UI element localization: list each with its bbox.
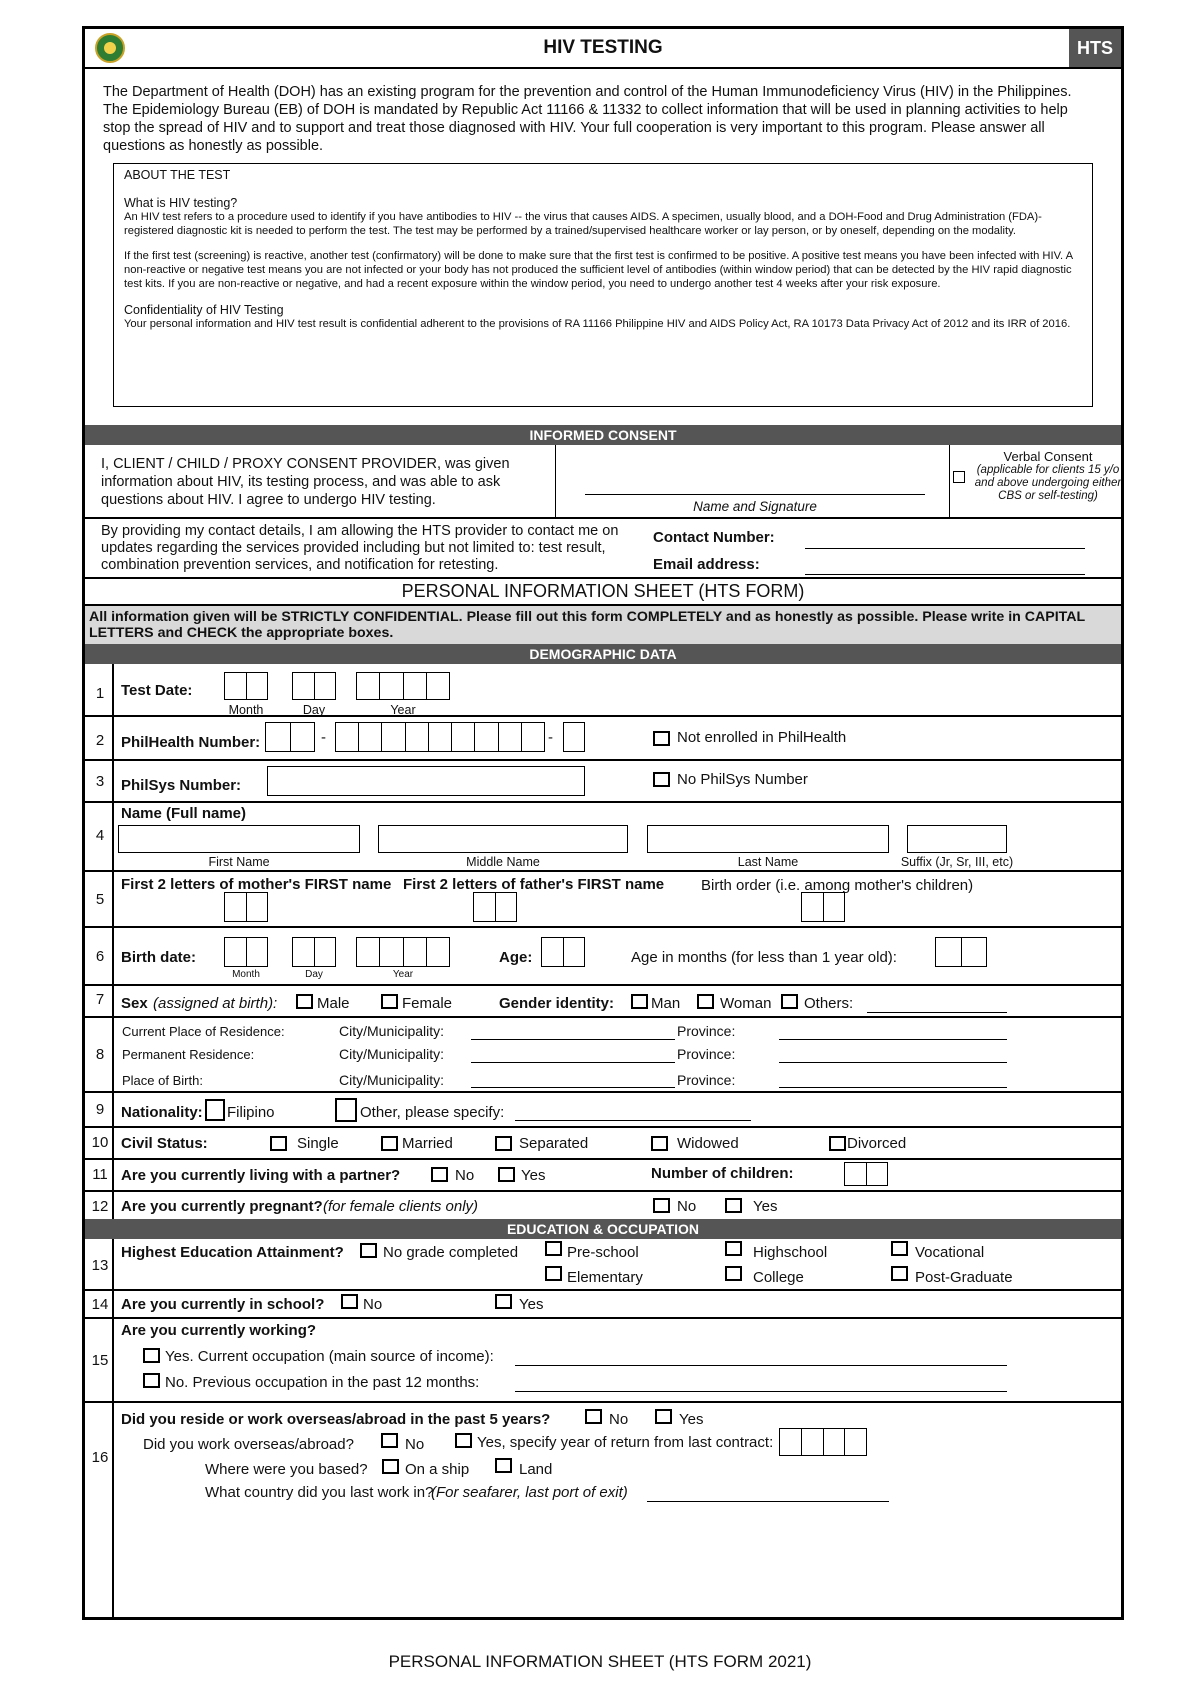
elementary-label: Elementary — [567, 1269, 643, 1286]
intro-text: The Department of Health (DOH) has an existing program for the prevention and control of the Human Immunodeficiency Virus (HIV) in the Philippines. The Epidemiology Bureau (EB) of DOH is mandated by Republic Act 11166 & 11332 to collect information that will be used in planning activities to help stop the spread of HIV and to support and treat those diagnosed with HIV. Your full cooperation is very important to this program. Please answer all questions as honestly as possible. — [103, 84, 1072, 154]
full-name-label: Name (Full name) — [121, 805, 247, 822]
about-q3: Confidentiality of HIV Testing — [124, 303, 284, 317]
birth-province-field[interactable] — [779, 1087, 1007, 1088]
college-label: College — [753, 1269, 804, 1286]
partner-no-checkbox[interactable] — [431, 1167, 448, 1182]
instructions: All information given will be STRICTLY CONFIDENTIAL. Please fill out this form COMPLETELY and as honestly as possible. Please write in CAPITAL LETTERS and CHECK the appropriate boxes. — [85, 606, 1121, 644]
hts-form — [82, 26, 1124, 1620]
filipino-checkbox[interactable] — [205, 1099, 225, 1121]
about-p2: If the first test (screening) is reactive, another test (confirmatory) will be done to make sure that the first test is confirmed to be positive. A positive test means you have been infected with HIV. A non-reactive or negative test means you are not infected or your body has not produced the sufficient level of antibodies (within window period) that can be detected by the HIV rapid diagnostic test kits. If you are non-reactive or negative, and had a recent exposure within the window period, you need to undergo another test 4 weeks after your risk exposure. — [124, 250, 1073, 290]
consent-bar: INFORMED CONSENT — [85, 425, 1121, 445]
about-heading: ABOUT THE TEST — [124, 168, 231, 182]
page-footer: PERSONAL INFORMATION SHEET (HTS FORM 2021) — [388, 1652, 812, 1671]
last-name-field[interactable] — [647, 825, 889, 853]
man-checkbox[interactable] — [631, 994, 648, 1009]
dash: - — [548, 729, 553, 746]
row-number: 12 — [91, 1198, 109, 1215]
overseas-yes-label: Yes — [679, 1411, 704, 1428]
province-label: Province: — [677, 1072, 736, 1088]
post-graduate-checkbox[interactable] — [891, 1266, 908, 1281]
work-yes-checkbox[interactable] — [455, 1433, 472, 1448]
other-nationality-field[interactable] — [515, 1120, 751, 1121]
place-of-birth-label: Place of Birth: — [122, 1073, 203, 1088]
row-number: 1 — [95, 685, 105, 702]
year-caption: Year — [392, 969, 414, 980]
sex-label: Sex — [121, 995, 148, 1012]
province-label: Province: — [677, 1046, 736, 1062]
test-date-label: Test Date: — [121, 682, 193, 699]
month-caption: Month — [232, 969, 260, 980]
pregnant-yes-checkbox[interactable] — [725, 1198, 742, 1213]
last-name-caption: Last Name — [737, 855, 799, 869]
birth-city-field[interactable] — [471, 1087, 675, 1088]
overseas-no-label: No — [609, 1411, 629, 1428]
father-initials-label: First 2 letters of father's FIRST name — [403, 876, 665, 893]
in-school-label: Are you currently in school? — [121, 1296, 325, 1313]
about-p3: Your personal information and HIV test result is confidential adherent to the provisions of RA 11166 Philippine HIV and AIDS Policy Act, RA 10173 Data Privacy Act of 2012 and its IRR of 2016. — [124, 318, 1071, 330]
elementary-checkbox[interactable] — [545, 1266, 562, 1281]
mother-initials-boxes[interactable] — [224, 892, 268, 922]
day-caption: Day — [305, 969, 323, 980]
row-number: 2 — [95, 732, 105, 749]
year-caption: Year — [390, 703, 416, 717]
sheet-title: PERSONAL INFORMATION SHEET (HTS FORM) — [401, 581, 805, 601]
age-months-label: Age in months (for less than 1 year old): — [631, 949, 897, 966]
woman-checkbox[interactable] — [697, 994, 714, 1009]
first-name-field[interactable] — [118, 825, 360, 853]
others-checkbox[interactable] — [781, 994, 798, 1009]
no-philsys-label: No PhilSys Number — [677, 771, 808, 788]
row-number: 4 — [95, 827, 105, 844]
male-checkbox[interactable] — [296, 994, 313, 1009]
test-date-day-boxes[interactable] — [292, 672, 336, 700]
contact-number-field[interactable] — [805, 548, 1085, 549]
current-city-field[interactable] — [471, 1039, 675, 1040]
middle-name-field[interactable] — [378, 825, 628, 853]
married-label: Married — [402, 1135, 453, 1152]
working-label: Are you currently working? — [121, 1322, 317, 1339]
pregnant-yes-label: Yes — [753, 1198, 778, 1215]
work-no-label: No — [405, 1436, 425, 1453]
male-label: Male — [317, 995, 350, 1012]
last-country-note: (For seafarer, last port of exit) — [431, 1484, 628, 1501]
divorced-checkbox[interactable] — [829, 1136, 846, 1151]
philhealth-boxes-1[interactable] — [265, 722, 315, 752]
row-number: 7 — [95, 991, 105, 1008]
other-nationality-label: Other, please specify: — [360, 1104, 505, 1121]
row-number: 3 — [95, 773, 105, 790]
test-date-year-boxes[interactable] — [356, 672, 450, 700]
philsys-field[interactable] — [267, 766, 585, 796]
philhealth-boxes-2[interactable] — [335, 722, 545, 752]
no-grade-label: No grade completed — [383, 1244, 519, 1261]
row-number: 8 — [95, 1046, 105, 1063]
suffix-field[interactable] — [907, 825, 1007, 853]
about-box — [113, 163, 1093, 407]
working-yes-label: Yes. Current occupation (main source of income): — [165, 1348, 494, 1365]
partner-no-label: No — [455, 1167, 475, 1184]
father-initials-boxes[interactable] — [473, 892, 517, 922]
ship-checkbox[interactable] — [382, 1459, 399, 1474]
living-with-partner-label: Are you currently living with a partner? — [121, 1167, 401, 1184]
pregnant-no-label: No — [677, 1198, 697, 1215]
partner-yes-label: Yes — [521, 1167, 546, 1184]
dash: - — [321, 729, 326, 746]
verbal-consent-title: Verbal Consent — [1003, 449, 1093, 464]
about-q1: What is HIV testing? — [124, 196, 238, 210]
no-grade-checkbox[interactable] — [360, 1243, 377, 1258]
civil-status-label: Civil Status: — [121, 1135, 208, 1152]
row-number: 14 — [91, 1296, 109, 1313]
row-number: 10 — [91, 1134, 109, 1151]
philsys-label: PhilSys Number: — [121, 777, 242, 794]
work-overseas-label: Did you work overseas/abroad? — [143, 1436, 354, 1453]
separated-checkbox[interactable] — [495, 1136, 512, 1151]
pregnant-note: (for female clients only) — [323, 1198, 479, 1215]
birth-order-boxes[interactable] — [801, 892, 845, 922]
preschool-label: Pre-school — [567, 1244, 639, 1261]
others-field[interactable] — [867, 1012, 1007, 1013]
overseas-yes-checkbox[interactable] — [655, 1409, 672, 1424]
partner-yes-checkbox[interactable] — [498, 1167, 515, 1182]
return-year-boxes[interactable] — [779, 1428, 867, 1456]
filipino-label: Filipino — [227, 1104, 275, 1121]
age-months-boxes[interactable] — [935, 937, 987, 967]
education-bar: EDUCATION & OCCUPATION — [85, 1219, 1121, 1239]
female-checkbox[interactable] — [381, 994, 398, 1009]
city-label: City/Municipality: — [339, 1072, 445, 1088]
divorced-label: Divorced — [847, 1135, 907, 1152]
first-name-caption: First Name — [208, 855, 270, 869]
city-label: City/Municipality: — [339, 1023, 445, 1039]
birth-date-label: Birth date: — [121, 949, 196, 966]
widowed-label: Widowed — [677, 1135, 739, 1152]
vocational-label: Vocational — [915, 1244, 985, 1261]
overseas-label: Did you reside or work overseas/abroad in the past 5 years? — [121, 1411, 551, 1428]
birth-month-boxes[interactable] — [224, 937, 268, 967]
man-label: Man — [651, 995, 681, 1012]
demographic-bar: DEMOGRAPHIC DATA — [85, 644, 1121, 664]
day-caption: Day — [302, 703, 326, 717]
woman-label: Woman — [720, 995, 772, 1012]
others-label: Others: — [804, 995, 854, 1012]
age-label: Age: — [499, 949, 533, 966]
previous-occupation-field[interactable] — [515, 1391, 1007, 1392]
signature-caption: Name and Signature — [693, 499, 817, 514]
highschool-label: Highschool — [753, 1244, 828, 1261]
row-number: 6 — [95, 948, 105, 965]
widowed-checkbox[interactable] — [651, 1136, 668, 1151]
school-no-label: No — [363, 1296, 383, 1313]
school-yes-checkbox[interactable] — [495, 1294, 512, 1309]
female-label: Female — [402, 995, 453, 1012]
permanent-city-field[interactable] — [471, 1062, 675, 1063]
school-no-checkbox[interactable] — [341, 1294, 358, 1309]
preschool-checkbox[interactable] — [545, 1241, 562, 1256]
overseas-no-checkbox[interactable] — [585, 1409, 602, 1424]
nationality-label: Nationality: — [121, 1104, 203, 1121]
married-checkbox[interactable] — [381, 1136, 398, 1151]
gender-identity-label: Gender identity: — [499, 995, 615, 1012]
mother-initials-label: First 2 letters of mother's FIRST name — [121, 876, 392, 893]
separated-label: Separated — [519, 1135, 589, 1152]
birth-year-boxes[interactable] — [356, 937, 450, 967]
about-p1: An HIV test refers to a procedure used to identify if you have antibodies to HIV -- the virus that causes AIDS. A specimen, usually blood, and a DOH-Food and Drug Administration (FDA)-registered diagnostic kit is needed to perform the test. The test may be performed by a trained/supervised healthcare worker or lay person, or by oneself, depending on the modality. — [124, 211, 1042, 237]
permanent-province-field[interactable] — [779, 1062, 1007, 1063]
verbal-consent-checkbox[interactable] — [953, 471, 965, 483]
birth-day-boxes[interactable] — [292, 937, 336, 967]
consent-text: I, CLIENT / CHILD / PROXY CONSENT PROVIDER, was given information about HIV, its testing process, and was able to ask questions about HIV. I agree to undergo HIV testing. — [101, 456, 510, 508]
row-number: 13 — [91, 1257, 109, 1274]
contact-number-label: Contact Number: — [653, 529, 775, 546]
ship-label: On a ship — [405, 1461, 470, 1478]
row-number: 16 — [91, 1449, 109, 1466]
post-graduate-label: Post-Graduate — [915, 1269, 1013, 1286]
philhealth-label: PhilHealth Number: — [121, 734, 261, 751]
birth-order-label: Birth order (i.e. among mother's children) — [701, 877, 974, 894]
row-number: 15 — [91, 1352, 109, 1369]
single-checkbox[interactable] — [270, 1136, 287, 1151]
based-label: Where were you based? — [205, 1461, 368, 1478]
not-enrolled-label: Not enrolled in PhilHealth — [677, 729, 847, 746]
middle-name-caption: Middle Name — [466, 855, 540, 869]
number-of-children-label: Number of children: — [651, 1165, 794, 1182]
philhealth-boxes-3[interactable] — [563, 722, 585, 752]
college-checkbox[interactable] — [725, 1266, 742, 1281]
vocational-checkbox[interactable] — [891, 1241, 908, 1256]
current-province-field[interactable] — [779, 1039, 1007, 1040]
work-no-checkbox[interactable] — [381, 1433, 398, 1448]
suffix-caption: Suffix (Jr, Sr, III, etc) — [900, 855, 1014, 869]
last-country-field[interactable] — [647, 1501, 889, 1502]
contact-consent-text: By providing my contact details, I am allowing the HTS provider to contact me on updates regarding the services provided including but not limited to: test result, combination prevention services, and notification for retesting. — [101, 523, 619, 573]
row-number: 11 — [92, 1166, 108, 1183]
education-label: Highest Education Attainment? — [121, 1244, 344, 1261]
children-boxes[interactable] — [844, 1162, 888, 1186]
email-label: Email address: — [653, 556, 760, 573]
other-nationality-checkbox[interactable] — [335, 1098, 357, 1122]
verbal-consent-note: (applicable for clients 15 y/o and above undergoing either CBS or self-testing) — [974, 464, 1122, 502]
signature-line[interactable] — [585, 494, 925, 495]
working-no-label: No. Previous occupation in the past 12 months: — [165, 1374, 480, 1391]
highschool-checkbox[interactable] — [725, 1241, 742, 1256]
working-no-checkbox[interactable] — [143, 1373, 160, 1388]
single-label: Single — [297, 1135, 339, 1152]
row-number: 5 — [95, 891, 105, 908]
no-philsys-checkbox[interactable] — [653, 772, 670, 787]
city-label: City/Municipality: — [339, 1046, 445, 1062]
province-label: Province: — [677, 1023, 736, 1039]
form-code: HTS — [1069, 29, 1121, 67]
test-date-month-boxes[interactable] — [224, 672, 268, 700]
not-enrolled-checkbox[interactable] — [653, 731, 670, 746]
permanent-residence-label: Permanent Residence: — [122, 1047, 255, 1062]
sex-note: (assigned at birth): — [153, 995, 278, 1012]
current-residence-label: Current Place of Residence: — [122, 1024, 285, 1039]
month-caption: Month — [228, 703, 264, 717]
land-label: Land — [519, 1461, 553, 1478]
form-title: HIV TESTING — [543, 37, 663, 58]
current-occupation-field[interactable] — [515, 1365, 1007, 1366]
school-yes-label: Yes — [519, 1296, 544, 1313]
row-number: 9 — [95, 1101, 105, 1118]
work-yes-label: Yes, specify year of return from last contract: — [477, 1434, 774, 1451]
pregnant-no-checkbox[interactable] — [653, 1198, 670, 1213]
pregnant-label: Are you currently pregnant? — [121, 1198, 323, 1215]
age-boxes[interactable] — [541, 937, 585, 967]
email-field[interactable] — [805, 574, 1085, 575]
last-country-label: What country did you last work in? — [205, 1484, 434, 1501]
working-yes-checkbox[interactable] — [143, 1348, 160, 1363]
land-checkbox[interactable] — [495, 1458, 512, 1473]
